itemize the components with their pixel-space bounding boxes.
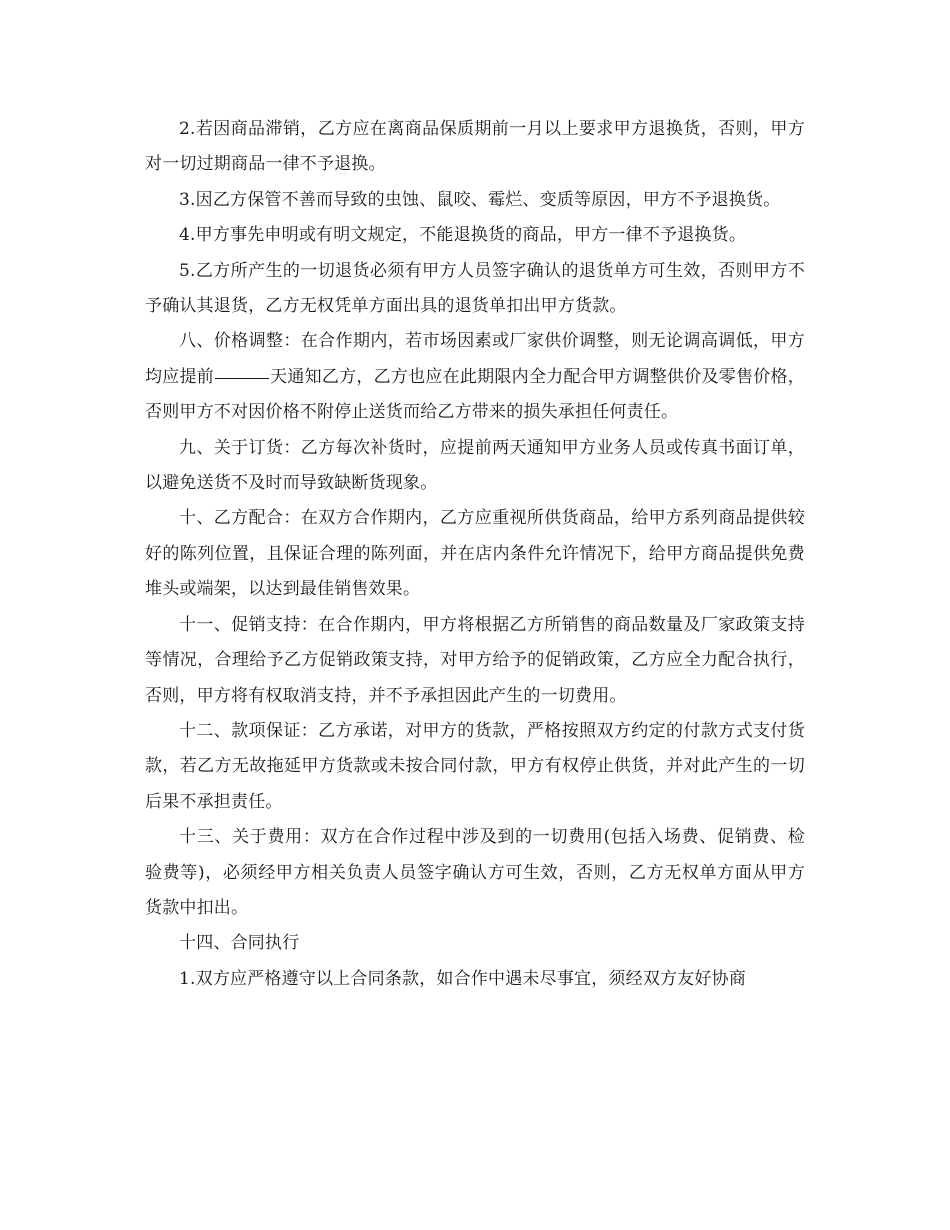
section-contract-execution: 十四、合同执行 bbox=[179, 933, 300, 954]
clause-return-slip: 5.乙方所产生的一切退货必须有甲方人员签字确认的退货单方可生效，否则甲方不予确认其退货，乙方无权凭单方面出具的退货单扣出甲方货款。 bbox=[145, 260, 805, 317]
clause-promotion-support: 十一、促销支持：在合作期内，甲方将根据乙方所销售的商品数量及厂家政策支持等情况，合理给予乙方促销政策支持，对甲方给予的促销政策，乙方应全力配合执行，否则，甲方将有权取消支持，并不予承担因此产生的一切费用。 bbox=[145, 614, 805, 706]
clause-cooperation: 十、乙方配合：在双方合作期内，乙方应重视所供货商品，给甲方系列商品提供较好的陈列位置，且保证合理的陈列面，并在店内条件允许情况下，给甲方商品提供免费堆头或端架，以达到最佳销售效果。 bbox=[145, 508, 805, 600]
days-blank-line bbox=[215, 377, 269, 379]
clause-ordering: 九、关于订货：乙方每次补货时，应提前两天通知甲方业务人员或传真书面订单，以避免送货不及时而导致缺断货现象。 bbox=[145, 437, 805, 494]
clause-storage-damage: 3.因乙方保管不善而导致的虫蚀、鼠咬、霉烂、变质等原因，甲方不予退换货。 bbox=[179, 189, 781, 210]
clause-return-unsold: 2.若因商品滞销，乙方应在离商品保质期前一月以上要求甲方退换货，否则，甲方对一切过期商品一律不予退换。 bbox=[145, 119, 805, 175]
clause-fees: 十三、关于费用：双方在合作过程中涉及到的一切费用(包括入场费、促销费、检验费等)，必须经甲方相关负责人员签字确认方可生效，否则，乙方无权单方面从甲方货款中扣出。 bbox=[145, 827, 805, 918]
clause-payment-guarantee: 十二、款项保证：乙方承诺，对甲方的货款，严格按照双方约定的付款方式支付货款，若乙方无故拖延甲方货款或未按合同付款，甲方有权停止供货，并对此产生的一切后果不承担责任。 bbox=[145, 720, 805, 812]
contract-body bbox=[145, 112, 805, 997]
price-adjustment-text-start: 八、价格调整：在合作期内，若市场因素或厂家供价调整，则无论调高调低，甲方均应提前 bbox=[145, 331, 805, 387]
clause-execution-1: 1.双方应严格遵守以上合同条款，如合作中遇未尽事宜，须经双方友好协商 bbox=[179, 968, 747, 989]
clause-price-adjustment bbox=[145, 324, 805, 430]
clause-non-returnable: 4.甲方事先申明或有明文规定，不能退换货的商品，甲方一律不予退换货。 bbox=[179, 225, 747, 246]
price-adjustment-text-end: 天通知乙方，乙方也应在此期限内全力配合甲方调整供价及零售价格，否则甲方不对因价格不附停止送货而给乙方带来的损失承担任何责任。 bbox=[145, 366, 805, 423]
